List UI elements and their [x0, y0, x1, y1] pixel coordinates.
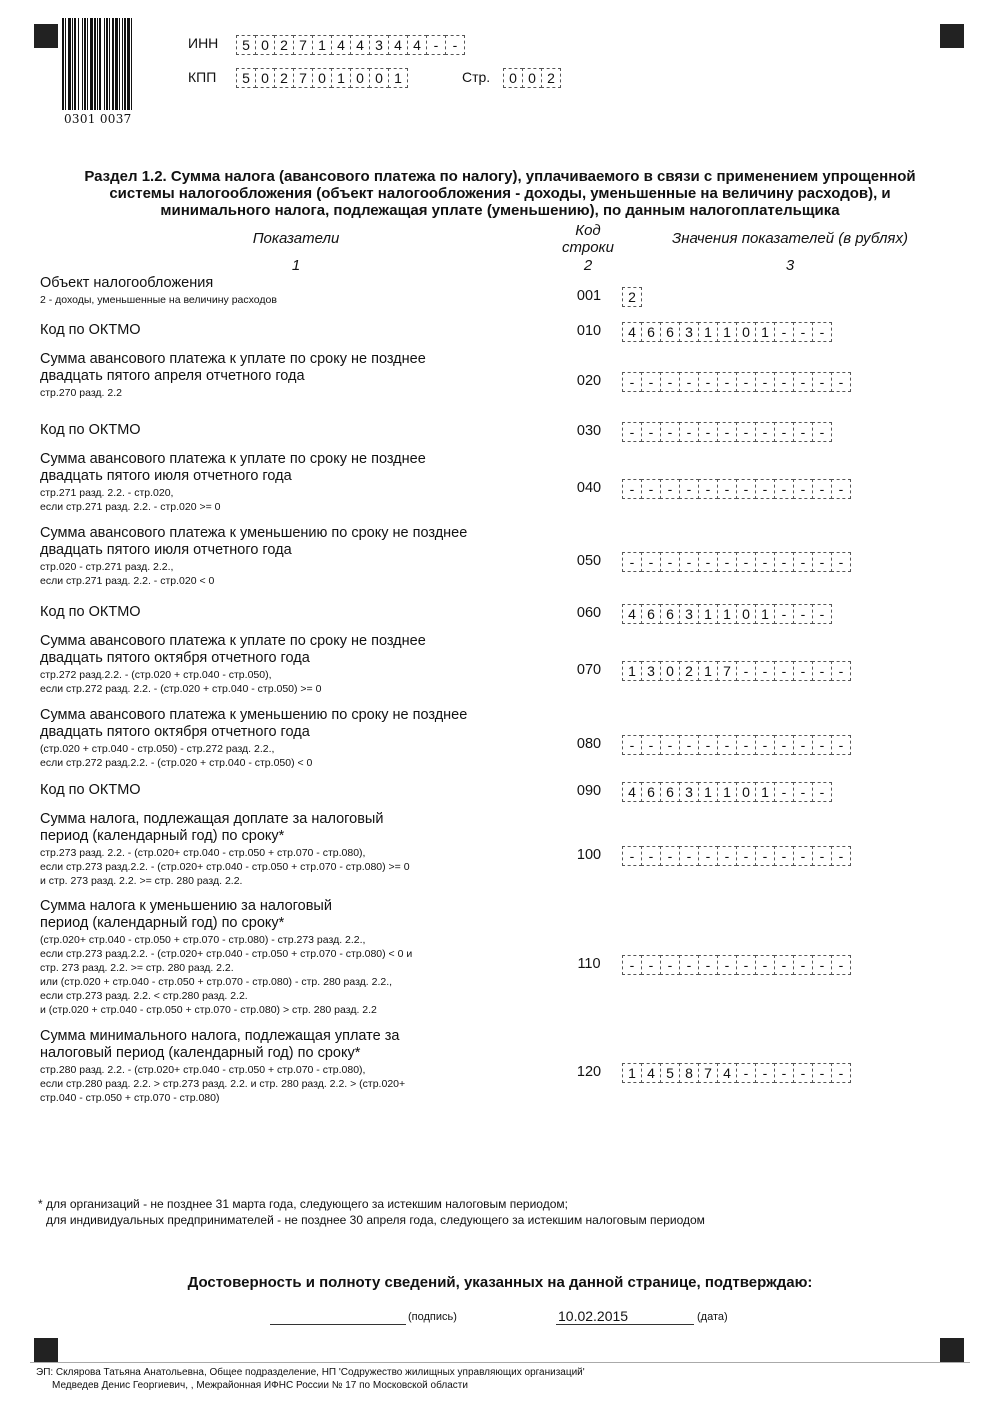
value-cell: - [717, 479, 737, 499]
value-cell: - [793, 1063, 813, 1083]
barcode-bar [65, 18, 66, 110]
value-cell: - [717, 422, 737, 442]
value-cell: - [793, 322, 813, 342]
row-title: Сумма авансового платежа к уплате по сроку не позднее [40, 633, 426, 649]
value-cell: - [698, 955, 718, 975]
value-cell: - [622, 955, 642, 975]
row-title: Объект налогообложения [40, 275, 214, 291]
value-cell: - [755, 661, 775, 681]
value-cell: - [736, 372, 756, 392]
value-cell: - [622, 422, 642, 442]
value-cell: - [793, 422, 813, 442]
value-cell: - [812, 552, 832, 572]
value-cell: - [641, 372, 661, 392]
value-cell: 1 [717, 604, 737, 624]
row-note: стр.272 разд.2.2. - (стр.020 + стр.040 - стр.050), [40, 669, 272, 681]
value-cell: - [812, 782, 832, 802]
value-cell: - [774, 782, 794, 802]
value-cell: - [660, 735, 680, 755]
row-value-cells [622, 372, 851, 392]
page-label: Стр. [462, 69, 491, 85]
value-cell: - [774, 735, 794, 755]
value-cell: - [774, 552, 794, 572]
barcode-bar [90, 18, 93, 110]
value-cell: 4 [622, 782, 642, 802]
row-code: 090 [576, 783, 602, 799]
value-cell: 4 [388, 35, 408, 55]
footnote-line-1: * для организаций - не позднее 31 марта года, следующего за истекшим налоговым периодом; [38, 1197, 568, 1211]
value-cell: - [660, 552, 680, 572]
barcode-bar [82, 18, 83, 110]
row-value-cells [622, 1063, 851, 1083]
row-note: если стр.271 разд. 2.2. - стр.020 >= 0 [40, 501, 221, 513]
value-cell: 4 [350, 35, 370, 55]
value-cell: 0 [736, 604, 756, 624]
confirmation-text: Достоверность и полноту сведений, указанных на данной странице, подтверждаю: [187, 1274, 813, 1291]
value-cell: - [736, 552, 756, 572]
row-note: и (стр.020 + стр.040 - стр.050 + стр.070 - стр.080) > стр. 280 разд. 2.2 [40, 1004, 377, 1016]
date-label: (дата) [697, 1311, 728, 1323]
value-cell: - [679, 372, 699, 392]
value-cell: 1 [717, 322, 737, 342]
value-cell: - [660, 479, 680, 499]
row-value-cells [622, 422, 832, 442]
value-cell: 1 [755, 782, 775, 802]
column-header-code-line-1: Код [575, 222, 601, 239]
value-cell: - [660, 846, 680, 866]
row-code: 080 [576, 736, 602, 752]
footnote-line-2: для индивидуальных предпринимателей - не позднее 30 апреля года, следующего за истекшим налоговым периодом [46, 1213, 705, 1227]
row-note: стр. 273 разд. 2.2. >= стр. 280 разд. 2.2. [40, 962, 234, 974]
value-cell: - [831, 661, 851, 681]
row-code: 040 [576, 480, 602, 496]
value-cell: - [793, 604, 813, 624]
row-title: Код по ОКТМО [40, 422, 141, 438]
row-note: если стр.273 разд.2.2. - (стр.020+ стр.040 - стр.050 + стр.070 - стр.080) >= 0 [40, 861, 410, 873]
row-note: стр.273 разд. 2.2. - (стр.020+ стр.040 - стр.050 + стр.070 - стр.080), [40, 847, 366, 859]
value-cell: - [831, 955, 851, 975]
bottom-divider [30, 1362, 970, 1363]
corner-marker-top-right [940, 24, 964, 48]
row-note: стр.270 разд. 2.2 [40, 387, 122, 399]
value-cell: - [755, 955, 775, 975]
row-code: 050 [576, 553, 602, 569]
value-cell: - [660, 372, 680, 392]
value-cell: - [812, 1063, 832, 1083]
value-cell: - [736, 735, 756, 755]
barcode-bar [87, 18, 88, 110]
barcode-image [62, 18, 152, 116]
value-cell: - [641, 846, 661, 866]
value-cell: - [717, 372, 737, 392]
value-cell: 0 [503, 68, 523, 88]
value-cell: 0 [255, 68, 275, 88]
value-cell: - [774, 372, 794, 392]
barcode-bar [112, 18, 114, 110]
column-number-1: 1 [291, 257, 301, 274]
row-code: 060 [576, 605, 602, 621]
value-cell: - [812, 322, 832, 342]
value-cell: - [774, 955, 794, 975]
value-cell: - [812, 422, 832, 442]
row-code: 070 [576, 662, 602, 678]
row-code: 030 [576, 423, 602, 439]
barcode-bar [62, 18, 64, 110]
value-cell: 7 [717, 661, 737, 681]
row-code: 110 [577, 956, 601, 972]
value-cell: - [641, 479, 661, 499]
value-cell: 6 [641, 604, 661, 624]
barcode-bar [122, 18, 123, 110]
value-cell: 1 [331, 68, 351, 88]
value-cell: 1 [755, 604, 775, 624]
value-cell: 6 [660, 322, 680, 342]
value-cell: - [698, 552, 718, 572]
column-number-2: 2 [583, 257, 593, 274]
row-note: если стр.272 разд.2.2. - (стр.020 + стр.040 - стр.050) < 0 [40, 757, 313, 769]
barcode-bar [131, 18, 132, 110]
row-title: Сумма авансового платежа к уплате по сроку не позднее [40, 451, 426, 467]
value-cell: 2 [274, 35, 294, 55]
row-value-cells [622, 479, 851, 499]
value-cell: 3 [641, 661, 661, 681]
corner-marker-top-left [34, 24, 58, 48]
value-cell: 2 [541, 68, 561, 88]
column-header-values: Значения показателей (в рублях) [672, 230, 908, 247]
barcode-bar [106, 18, 108, 110]
barcode-bar [84, 18, 86, 110]
row-title: двадцать пятого октября отчетного года [40, 724, 310, 740]
value-cell: - [698, 846, 718, 866]
value-cell: 4 [622, 322, 642, 342]
value-cell: - [717, 552, 737, 572]
e-signature-line-2: Медведев Денис Георгиевич, , Межрайонная ИФНС России № 17 по Московской области [52, 1380, 468, 1391]
corner-marker-bottom-right [940, 1338, 964, 1362]
barcode-bar [124, 18, 126, 110]
date-value: 10.02.2015 [558, 1308, 629, 1324]
value-cell: 0 [736, 782, 756, 802]
value-cell: - [622, 552, 642, 572]
value-cell: 6 [641, 322, 661, 342]
value-cell: - [793, 955, 813, 975]
value-cell: - [755, 552, 775, 572]
value-cell: 6 [660, 604, 680, 624]
row-title: Код по ОКТМО [40, 782, 141, 798]
value-cell: 1 [698, 322, 718, 342]
section-title-line-1: Раздел 1.2. Сумма налога (авансового платежа по налогу), уплачиваемого в связи с применением упрощенной [84, 168, 916, 185]
value-cell: - [812, 604, 832, 624]
inn-cells [236, 35, 465, 55]
kpp-label: КПП [188, 69, 217, 85]
value-cell: 1 [622, 661, 642, 681]
value-cell: 1 [698, 604, 718, 624]
value-cell: 5 [236, 68, 256, 88]
row-value-cells [622, 287, 642, 307]
row-note: если стр.271 разд. 2.2. - стр.020 < 0 [40, 575, 215, 587]
value-cell: 0 [369, 68, 389, 88]
value-cell: - [812, 372, 832, 392]
barcode-bar [78, 18, 79, 110]
value-cell: - [641, 422, 661, 442]
value-cell: 4 [641, 1063, 661, 1083]
e-signature-line-1: ЭП: Склярова Татьяна Анатольевна, Общее подразделение, НП 'Содружество жилищных управляющих организаций' [36, 1367, 585, 1378]
row-value-cells [622, 322, 832, 342]
value-cell: - [698, 372, 718, 392]
value-cell: - [755, 846, 775, 866]
value-cell: 1 [622, 1063, 642, 1083]
value-cell: - [793, 735, 813, 755]
value-cell: - [679, 955, 699, 975]
value-cell: 5 [660, 1063, 680, 1083]
value-cell: - [755, 1063, 775, 1083]
value-cell: - [774, 846, 794, 866]
value-cell: - [622, 735, 642, 755]
row-title: период (календарный год) по сроку* [40, 828, 285, 844]
section-title-line-2: системы налогообложения (объект налогообложения - доходы, уменьшенные на величину расходов), и [109, 185, 891, 202]
barcode-bar [74, 18, 76, 110]
value-cell: - [717, 955, 737, 975]
value-cell: - [736, 1063, 756, 1083]
value-cell: 0 [350, 68, 370, 88]
value-cell: 4 [622, 604, 642, 624]
row-title: Сумма авансового платежа к уменьшению по сроку не позднее [40, 525, 468, 541]
value-cell: 3 [679, 604, 699, 624]
value-cell: 1 [755, 322, 775, 342]
value-cell: - [831, 846, 851, 866]
value-cell: 0 [660, 661, 680, 681]
row-title: двадцать пятого апреля отчетного года [40, 368, 305, 384]
row-note: и стр. 273 разд. 2.2. >= стр. 280 разд. 2.2. [40, 875, 243, 887]
barcode-bar [127, 18, 130, 110]
value-cell: - [622, 479, 642, 499]
value-cell: 2 [622, 287, 642, 307]
value-cell: - [831, 735, 851, 755]
value-cell: - [679, 846, 699, 866]
value-cell: - [774, 422, 794, 442]
row-code: 020 [576, 373, 602, 389]
inn-label: ИНН [188, 35, 219, 51]
value-cell: - [717, 846, 737, 866]
value-cell: - [660, 955, 680, 975]
signature-line [270, 1308, 406, 1325]
value-cell: - [812, 846, 832, 866]
barcode-bar [119, 18, 120, 110]
value-cell: - [793, 372, 813, 392]
row-note: если стр.273 разд.2.2. - (стр.020+ стр.040 - стр.050 + стр.070 - стр.080) < 0 и [40, 948, 413, 960]
row-code: 001 [576, 288, 602, 304]
value-cell: - [698, 479, 718, 499]
row-note: если стр.273 разд. 2.2. < стр.280 разд. 2.2. [40, 990, 248, 1002]
row-value-cells [622, 955, 851, 975]
value-cell: 0 [312, 68, 332, 88]
value-cell: 7 [293, 68, 313, 88]
value-cell: - [736, 661, 756, 681]
value-cell: - [831, 479, 851, 499]
value-cell: - [698, 735, 718, 755]
row-code: 100 [576, 847, 602, 863]
row-title: двадцать пятого июля отчетного года [40, 468, 292, 484]
corner-marker-bottom-left [34, 1338, 58, 1362]
row-value-cells [622, 846, 851, 866]
value-cell: 1 [698, 782, 718, 802]
value-cell: - [793, 552, 813, 572]
value-cell: - [660, 422, 680, 442]
value-cell: 3 [679, 322, 699, 342]
value-cell: 2 [274, 68, 294, 88]
value-cell: - [755, 479, 775, 499]
value-cell: - [831, 1063, 851, 1083]
value-cell: - [679, 479, 699, 499]
value-cell: - [736, 955, 756, 975]
value-cell: - [736, 422, 756, 442]
value-cell: - [679, 422, 699, 442]
row-title: период (календарный год) по сроку* [40, 915, 285, 931]
value-cell: - [736, 846, 756, 866]
value-cell: 1 [698, 661, 718, 681]
row-note: стр.280 разд. 2.2. - (стр.020+ стр.040 - стр.050 + стр.070 - стр.080), [40, 1064, 366, 1076]
value-cell: - [717, 735, 737, 755]
row-note: (стр.020 + стр.040 - стр.050) - стр.272 разд. 2.2., [40, 743, 275, 755]
value-cell: 4 [407, 35, 427, 55]
row-note: (стр.020+ стр.040 - стр.050 + стр.070 - стр.080) - стр.273 разд. 2.2., [40, 934, 366, 946]
page-cells [503, 68, 561, 88]
value-cell: - [812, 955, 832, 975]
row-value-cells [622, 661, 851, 681]
row-title: Сумма налога, подлежащая доплате за налоговый [40, 811, 384, 827]
row-value-cells [622, 782, 832, 802]
value-cell: - [774, 604, 794, 624]
row-note: или (стр.020 + стр.040 - стр.050 + стр.070 - стр.080) - стр. 280 разд. 2.2., [40, 976, 393, 988]
barcode-bar [104, 18, 105, 110]
barcode-bar [99, 18, 101, 110]
barcode-bar [68, 18, 71, 110]
row-note: если стр.280 разд. 2.2. > стр.273 разд. 2.2. и стр. 280 разд. 2.2. > (стр.020+ [40, 1078, 406, 1090]
value-cell: - [622, 846, 642, 866]
row-note: если стр.272 разд. 2.2. - (стр.020 + стр.040 - стр.050) >= 0 [40, 683, 322, 695]
row-title: двадцать пятого октября отчетного года [40, 650, 310, 666]
section-title-line-3: минимального налога, подлежащая уплате (уменьшению), по данным налогоплательщика [160, 202, 840, 219]
value-cell: 7 [698, 1063, 718, 1083]
value-cell: - [445, 35, 465, 55]
row-value-cells [622, 552, 851, 572]
row-note: стр.271 разд. 2.2. - стр.020, [40, 487, 174, 499]
barcode-number: 0301 0037 [64, 112, 132, 126]
row-code: 120 [576, 1064, 602, 1080]
value-cell: - [755, 372, 775, 392]
value-cell: - [831, 372, 851, 392]
value-cell: 3 [369, 35, 389, 55]
value-cell: - [774, 479, 794, 499]
value-cell: 8 [679, 1063, 699, 1083]
value-cell: - [641, 955, 661, 975]
row-title: Код по ОКТМО [40, 322, 141, 338]
value-cell: - [641, 735, 661, 755]
section-title [40, 168, 960, 219]
row-title: Код по ОКТМО [40, 604, 141, 620]
barcode-bar [72, 18, 73, 110]
value-cell: 1 [388, 68, 408, 88]
value-cell: 7 [293, 35, 313, 55]
row-title: Сумма авансового платежа к уплате по сроку не позднее [40, 351, 426, 367]
barcode-bar [109, 18, 110, 110]
row-code: 010 [576, 323, 602, 339]
value-cell: - [774, 322, 794, 342]
column-header-indicators: Показатели [252, 230, 340, 247]
row-title: Сумма минимального налога, подлежащая уплате за [40, 1028, 400, 1044]
value-cell: - [622, 372, 642, 392]
row-title: двадцать пятого июля отчетного года [40, 542, 292, 558]
value-cell: - [793, 661, 813, 681]
value-cell: - [755, 735, 775, 755]
value-cell: 6 [660, 782, 680, 802]
value-cell: 5 [236, 35, 256, 55]
value-cell: - [755, 422, 775, 442]
row-note: стр.020 - стр.271 разд. 2.2., [40, 561, 174, 573]
value-cell: 4 [331, 35, 351, 55]
value-cell: 1 [717, 782, 737, 802]
value-cell: - [812, 661, 832, 681]
value-cell: - [679, 552, 699, 572]
row-value-cells [622, 735, 851, 755]
barcode-bar [115, 18, 118, 110]
value-cell: - [793, 846, 813, 866]
barcode-bar [97, 18, 98, 110]
value-cell: - [774, 1063, 794, 1083]
value-cell: - [736, 479, 756, 499]
barcode-bar [94, 18, 96, 110]
column-number-3: 3 [785, 257, 795, 274]
row-title: Сумма налога к уменьшению за налоговый [40, 898, 332, 914]
value-cell: 0 [255, 35, 275, 55]
signature-label: (подпись) [408, 1311, 457, 1323]
value-cell: - [426, 35, 446, 55]
value-cell: - [793, 479, 813, 499]
value-cell: 6 [641, 782, 661, 802]
value-cell: 4 [717, 1063, 737, 1083]
row-title: налоговый период (календарный год) по сроку* [40, 1045, 361, 1061]
column-header-code-line-2: строки [562, 239, 614, 256]
value-cell: - [793, 782, 813, 802]
value-cell: - [679, 735, 699, 755]
value-cell: - [698, 422, 718, 442]
value-cell: 0 [522, 68, 542, 88]
value-cell: - [812, 735, 832, 755]
kpp-cells [236, 68, 408, 88]
row-value-cells [622, 604, 832, 624]
value-cell: 1 [312, 35, 332, 55]
value-cell: 0 [736, 322, 756, 342]
value-cell: 2 [679, 661, 699, 681]
value-cell: 3 [679, 782, 699, 802]
row-note: 2 - доходы, уменьшенные на величину расходов [40, 294, 277, 306]
value-cell: - [641, 552, 661, 572]
value-cell: - [774, 661, 794, 681]
value-cell: - [812, 479, 832, 499]
value-cell: - [831, 552, 851, 572]
row-note: стр.040 - стр.050 + стр.070 - стр.080) [40, 1092, 220, 1104]
row-title: Сумма авансового платежа к уменьшению по сроку не позднее [40, 707, 468, 723]
